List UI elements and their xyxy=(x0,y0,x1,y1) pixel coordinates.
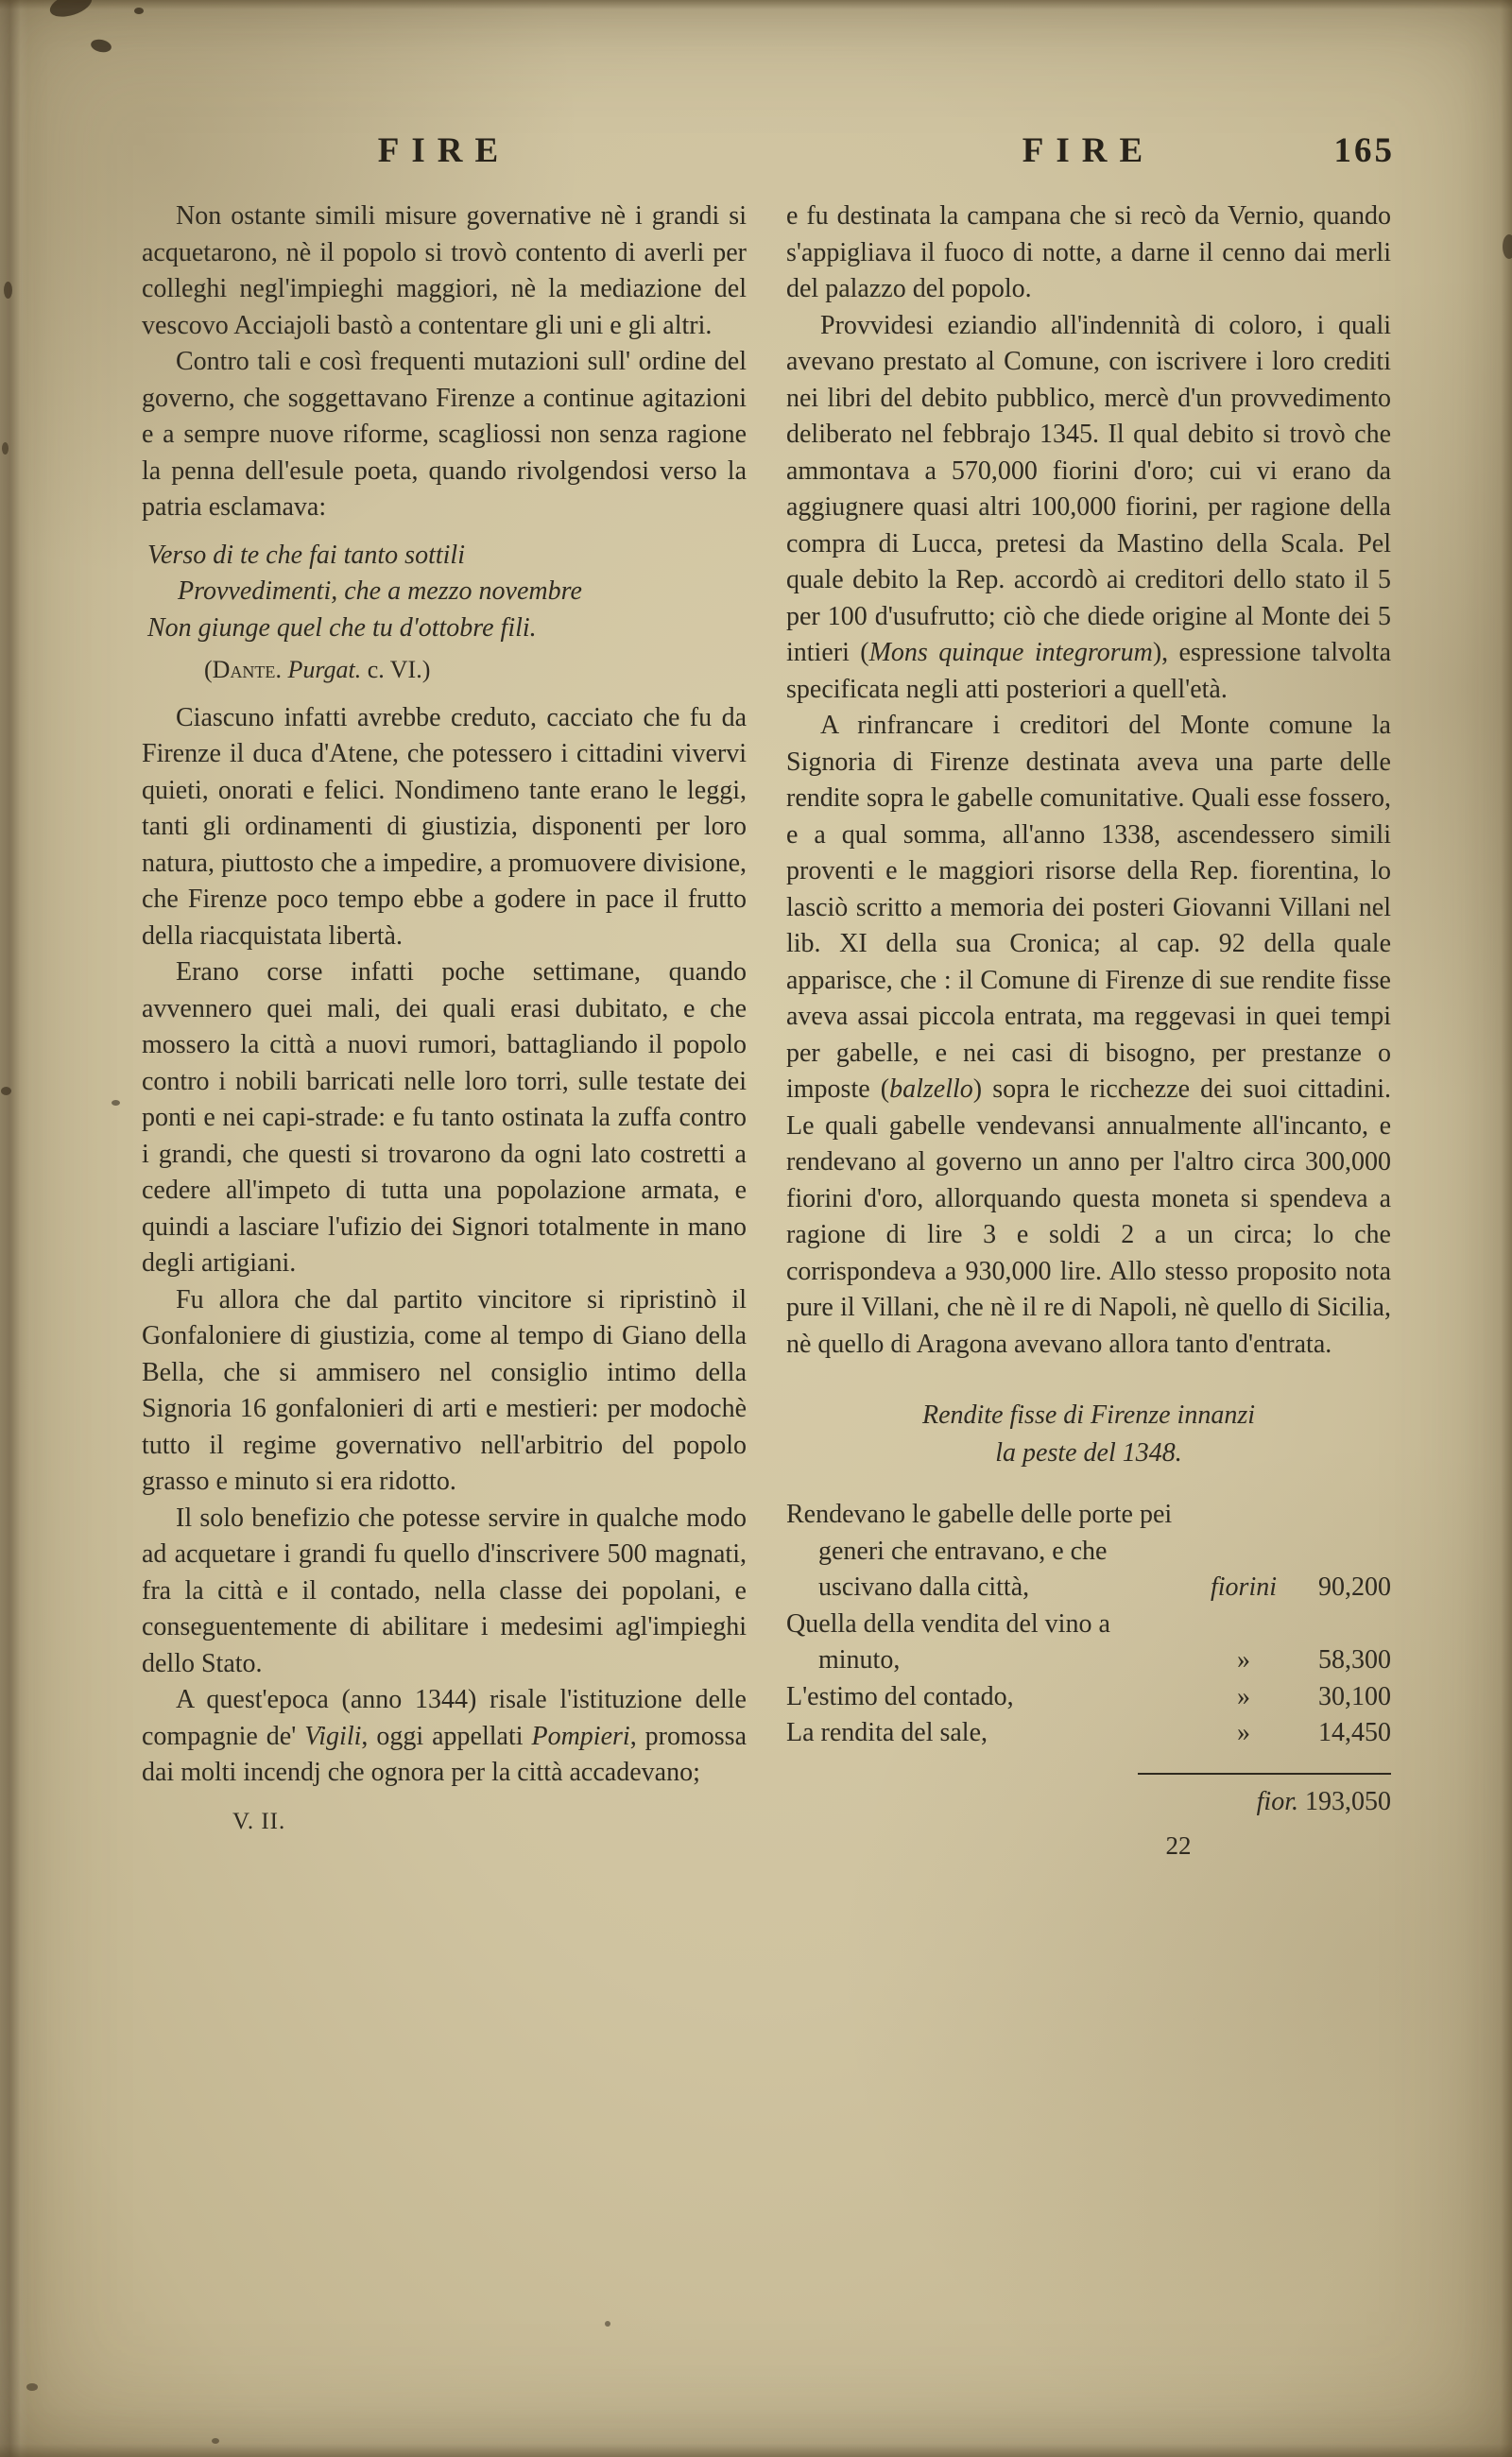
paragraph xyxy=(786,198,1391,308)
text-segment: Non ostante simili misure governative nè i grandi si acquetarono, nè il popolo si trovò contento di averli per colleghi negl'impieghi maggiori, nè la mediazione del vescovo Acciajoli bastò a contentare gli uni e gli altri. xyxy=(142,201,747,340)
row-label: Rendevano le gabelle delle porte pei generi che entravano, e che uscivano dalla città, xyxy=(786,1500,1173,1602)
text-segment: ), espressione talvolta specificata negli atti posteriori a quell'età. xyxy=(786,638,1391,704)
paper-speck xyxy=(4,282,12,299)
table-row xyxy=(786,1497,1391,1606)
row-unit: fiorini xyxy=(1210,1572,1277,1602)
right-column xyxy=(786,130,1395,1861)
paragraph xyxy=(142,700,747,955)
page-bottom-edge-shadow xyxy=(0,2444,1512,2457)
two-column-layout xyxy=(142,130,1395,1861)
row-label: L'estimo del contado, xyxy=(786,1681,1014,1711)
text-segment: . xyxy=(275,656,288,683)
running-head-title: FIRE xyxy=(377,131,511,170)
paper-speck xyxy=(47,0,95,22)
text-segment: Pompieri xyxy=(531,1721,630,1751)
paragraph xyxy=(142,1501,747,1683)
paper-speck xyxy=(2,442,9,455)
heading-line: Rendite fisse di Firenze innanzi xyxy=(921,1400,1256,1430)
row-amount: 14,450 xyxy=(1318,1718,1391,1747)
right-column-text xyxy=(786,198,1391,1820)
row-unit: » xyxy=(1237,1718,1250,1747)
table-row xyxy=(786,1715,1391,1752)
paper-speck xyxy=(134,8,144,14)
section-heading xyxy=(786,1397,1391,1472)
paper-speck xyxy=(605,2321,610,2327)
paper-speck xyxy=(90,38,112,54)
text-segment: Provvedimenti, che a mezzo novembre xyxy=(178,576,582,606)
gathering-signature: 22 xyxy=(1165,1831,1192,1860)
verse-quote xyxy=(147,538,747,647)
text-segment: Contro tali e così frequenti mutazioni sull' ordine del governo, che soggettavano Firenze a continue agitazioni e a sempre nuove riforme, scagliossi non senza ragione la penna dell'esule poeta, quando rivolgendosi verso la patria esclamava: xyxy=(142,347,747,522)
page-content xyxy=(142,130,1395,1861)
page-right-edge-shadow xyxy=(1501,0,1512,2457)
text-segment: Il solo benefizio che potesse servire in qualche modo ad acquetare i grandi fu quello d'inscrivere 500 magnati, fra la città e il contado, nella classe dei popolani, e conseguentemente di abilitare i medesimi agl'impieghi dello Stato. xyxy=(142,1503,747,1678)
text-segment: Ciascuno infatti avrebbe creduto, cacciato che fu da Firenze il duca d'Atene, che potessero i cittadini vivervi quieti, onorati e felici. Nondimeno tante erano le leggi, tanti gli ordinamenti di giustizia, disponenti per loro natura, piuttosto che a impedire, a promuovere divisione, che Firenze poco tempo ebbe a godere in pace il frutto della riacquistata libertà. xyxy=(142,702,747,951)
row-amount: 58,300 xyxy=(1318,1645,1391,1675)
revenue-table xyxy=(786,1497,1391,1752)
text-segment: ) sopra le ricchezze dei suoi cittadini. Le quali gabelle vendevansi annualmente all'incanto, e rendevano al governo un anno per l'altro circa 300,000 fiorini d'oro, allorquando questa moneta si spendeva a ragione di lire 3 e soldi 2 a un circa; lo che corrispondeva a 930,000 lire. Allo stesso proposito nota pure il Villani, che nè il re di Napoli, nè quello di Sicilia, nè quello di Aragona avevano allora tanto d'entrata. xyxy=(786,1074,1391,1359)
heading-line: la peste del 1348. xyxy=(995,1438,1182,1468)
table-total xyxy=(786,1773,1391,1821)
page-top-edge-shadow xyxy=(0,0,1512,9)
total-line xyxy=(1138,1773,1391,1821)
left-running-head xyxy=(142,130,747,176)
paper-speck xyxy=(1,1087,11,1095)
total-label: fior. xyxy=(1256,1786,1305,1816)
right-running-head xyxy=(786,130,1395,176)
text-segment: (D xyxy=(204,656,231,683)
paragraph xyxy=(142,954,747,1282)
row-amount: 90,200 xyxy=(1318,1572,1391,1602)
running-head-title: FIRE xyxy=(1022,131,1156,170)
text-segment: ante xyxy=(230,656,276,683)
text-segment: e fu destinata la campana che si recò da Vernio, quando s'appigliava il fuoco di notte, a darne il cenno dai merli del palazzo del popolo. xyxy=(786,201,1391,303)
text-segment: balzello xyxy=(889,1074,973,1104)
verse-attribution xyxy=(204,652,747,689)
text-segment: A quest'epoca (anno 1344) risale l'istituzione delle compagnie de' xyxy=(142,1685,747,1751)
row-unit: » xyxy=(1237,1645,1250,1675)
table-row xyxy=(786,1679,1391,1716)
row-unit: » xyxy=(1237,1681,1250,1711)
text-segment: Provvidesi eziandio all'indennità di coloro, i quali avevano prestato al Comune, con iscrivere i loro crediti nei libri del debito pubblico, mercè d'un provvedimento deliberato nel febbrajo 1345. Il qual debito si trovò che ammontava a 570,000 fiorini d'oro; cui vi erano da aggiugnere quasi altri 100,000 fiorini, per ragione della compra di Lucca, pretesi da Mastino della Scala. Pel quale debito la Rep. accordò ai creditori dello stato il 5 per 100 d'usufrutto; ciò che diede origine al Monte dei 5 intieri ( xyxy=(786,310,1391,667)
paragraph xyxy=(142,344,747,526)
text-segment: Mons quinque integrorum xyxy=(868,638,1153,667)
text-segment: , oggi appellati xyxy=(361,1721,532,1751)
paragraph xyxy=(786,708,1391,1363)
text-segment: Verso di te che fai tanto sottili xyxy=(147,540,465,570)
text-segment: Erano corse infatti poche settimane, quando avvennero quei mali, dei quali erasi dubitato, e che mossero la città a nuovi rumori, battagliando il popolo contro i nobili barricati nelle loro torri, sulle testate dei ponti e nei capi-strade: e fu tanto ostinata la zuffa contro i grandi, che questi si trovarono da ogni lato costretti a cedere all'impeto di tutta una popolazione armata, e quindi a lasciare l'ufizio dei Signori totalmente in mano degli artigiani. xyxy=(142,957,747,1278)
verse-line xyxy=(147,538,747,575)
paper-speck xyxy=(212,2438,219,2444)
verse-line xyxy=(147,574,747,610)
text-segment: Vigili xyxy=(304,1721,362,1751)
text-segment: Fu allora che dal partito vincitore si ripristinò il Gonfaloniere di giustizia, come al tempo di Giano della Bella, che si ammisero nel consiglio intimo della Signoria 16 gonfalonieri di arti e mestieri: per modochè tutto il regime governativo nell'arbitrio del popolo grasso e minuto si era ridotto. xyxy=(142,1284,747,1496)
paragraph xyxy=(142,198,747,344)
page-number: 165 xyxy=(1333,131,1395,170)
text-segment: Non giunge quel che tu d'ottobre fili. xyxy=(147,612,537,643)
paper-speck xyxy=(112,1100,120,1106)
text-segment: A rinfrancare i creditori del Monte comune la Signoria di Firenze destinata aveva una parte delle rendite sopra le gabelle comunitative. Quali esse fossero, e a qual somma, all'anno 1338, ascendessero simili proventi e le maggiori risorse della Rep. fiorentina, lo lasciò scritto a memoria dei posteri Giovanni Villani nel lib. XI della sua Cronica; al cap. 92 della quale apparisce, che : il Comune di Firenze di sue rendite fisse aveva assai piccola entrata, ma reggevasi in quei tempi per gabelle, e nei casi di bisogno, per prestanze o imposte ( xyxy=(786,711,1391,1104)
table-row xyxy=(786,1606,1391,1679)
left-column xyxy=(142,130,747,1861)
text-segment: , promossa dai molti incendj che ognora per la città accadevano; xyxy=(142,1721,747,1787)
paragraph xyxy=(142,1282,747,1501)
text-segment: c. VI.) xyxy=(361,656,431,683)
text-segment: Purgat. xyxy=(287,656,362,683)
verse-line xyxy=(147,610,747,647)
row-label: Quella della vendita del vino a minuto, xyxy=(786,1608,1110,1675)
paragraph xyxy=(142,1682,747,1792)
page-left-edge-shadow xyxy=(0,0,28,2457)
row-amount: 30,100 xyxy=(1318,1681,1391,1711)
row-label: La rendita del sale, xyxy=(786,1718,988,1747)
left-column-text xyxy=(142,198,747,1792)
volume-signature: V. II. xyxy=(232,1808,286,1834)
total-amount: 193,050 xyxy=(1305,1786,1391,1816)
paper-speck xyxy=(1503,234,1512,259)
paper-speck xyxy=(26,2383,38,2391)
paragraph xyxy=(786,308,1391,709)
